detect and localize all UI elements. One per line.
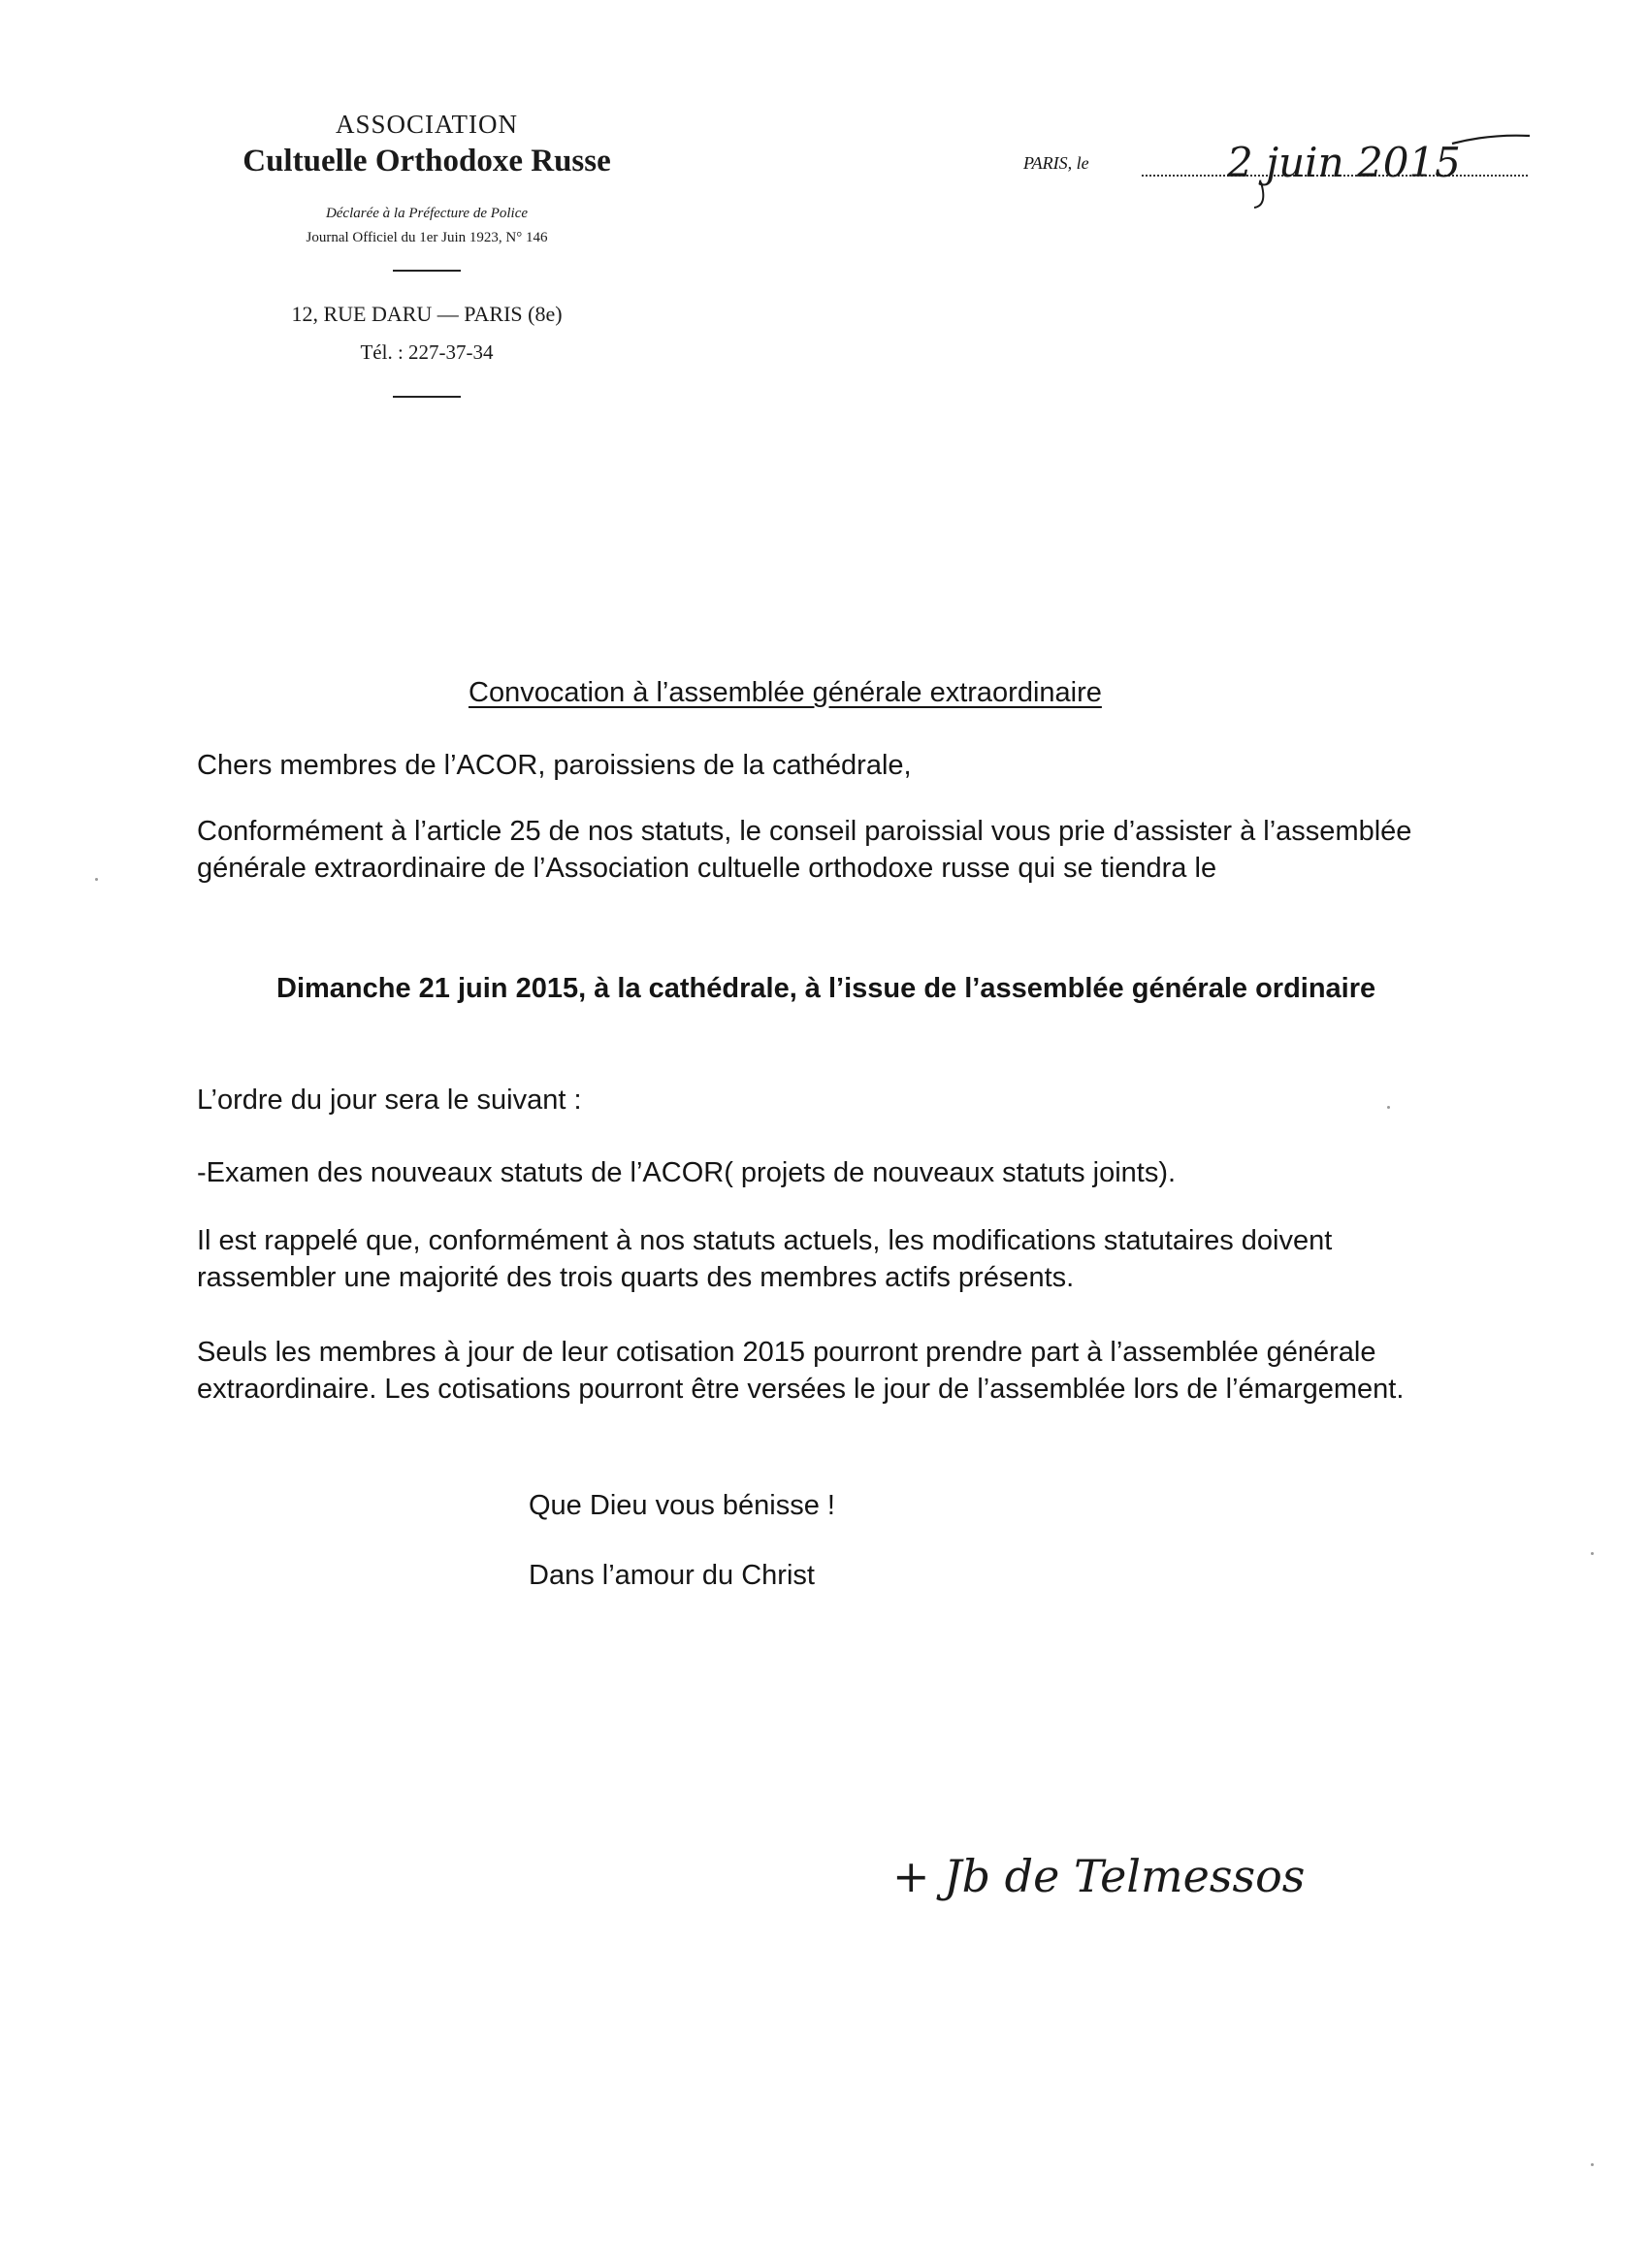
letter-paragraph-article: Conformément à l’article 25 de nos statuts, le conseil paroissial vous prie d’assister à l’assemblée générale extraordinaire de l’Association cultuelle orthodoxe russe qui se tiendra le <box>197 816 1412 884</box>
scan-speck <box>1387 1106 1390 1109</box>
signature-text: + Jb de Telmessos <box>892 1850 1306 1902</box>
letterhead-divider <box>393 270 461 272</box>
scan-speck <box>1591 2163 1594 2166</box>
letterhead-org-name: Cultuelle Orthodoxe Russe <box>242 144 611 178</box>
letterhead <box>146 109 708 398</box>
scan-speck <box>95 878 98 881</box>
letter-title: Convocation à l’assemblée générale extraordinaire <box>469 677 1102 708</box>
handwritten-date-text: 2 juin 2015 <box>1227 139 1461 186</box>
letterhead-address: 12, RUE DARU — PARIS (8e) <box>291 302 563 326</box>
closing-salutation: Dans l’amour du Christ <box>529 1560 815 1591</box>
scan-speck <box>1591 1552 1594 1555</box>
letter-paragraph-dues: Seuls les membres à jour de leur cotisation 2015 pourront prendre part à l’assemblée générale extraordinaire. Les cotisations pourront être versées le jour de l’assemblée lors de l’émargement. <box>197 1337 1405 1405</box>
letterhead-journal: Journal Officiel du 1er Juin 1923, N° 146 <box>306 230 548 245</box>
letterhead-telephone: Tél. : 227-37-34 <box>360 340 494 364</box>
meeting-details: Dimanche 21 juin 2015, à la cathédrale, à l’issue de l’assemblée générale ordinaire <box>276 973 1376 1004</box>
dateline-place-label: PARIS, le <box>1023 153 1089 173</box>
letterhead-declaration: Déclarée à la Préfecture de Police <box>325 206 529 221</box>
dateline <box>1023 126 1489 213</box>
closing-blessing: Que Dieu vous bénisse ! <box>529 1490 835 1521</box>
letterhead-divider-bottom <box>393 396 461 398</box>
letter-paragraph-majority: Il est rappelé que, conformément à nos statuts actuels, les modifications statutaires doivent rassembler une majorité des trois quarts des membres actifs présents. <box>197 1225 1333 1293</box>
agenda-item: -Examen des nouveaux statuts de l’ACOR( projets de nouveaux statuts joints). <box>197 1157 1177 1188</box>
agenda-intro: L’ordre du jour sera le suivant : <box>197 1085 582 1116</box>
letterhead-org-line: ASSOCIATION <box>335 110 519 139</box>
handwritten-signature <box>892 1824 1339 1940</box>
letter-greeting: Chers membres de l’ACOR, paroissiens de la cathédrale, <box>197 750 912 781</box>
handwritten-date <box>1169 126 1537 213</box>
